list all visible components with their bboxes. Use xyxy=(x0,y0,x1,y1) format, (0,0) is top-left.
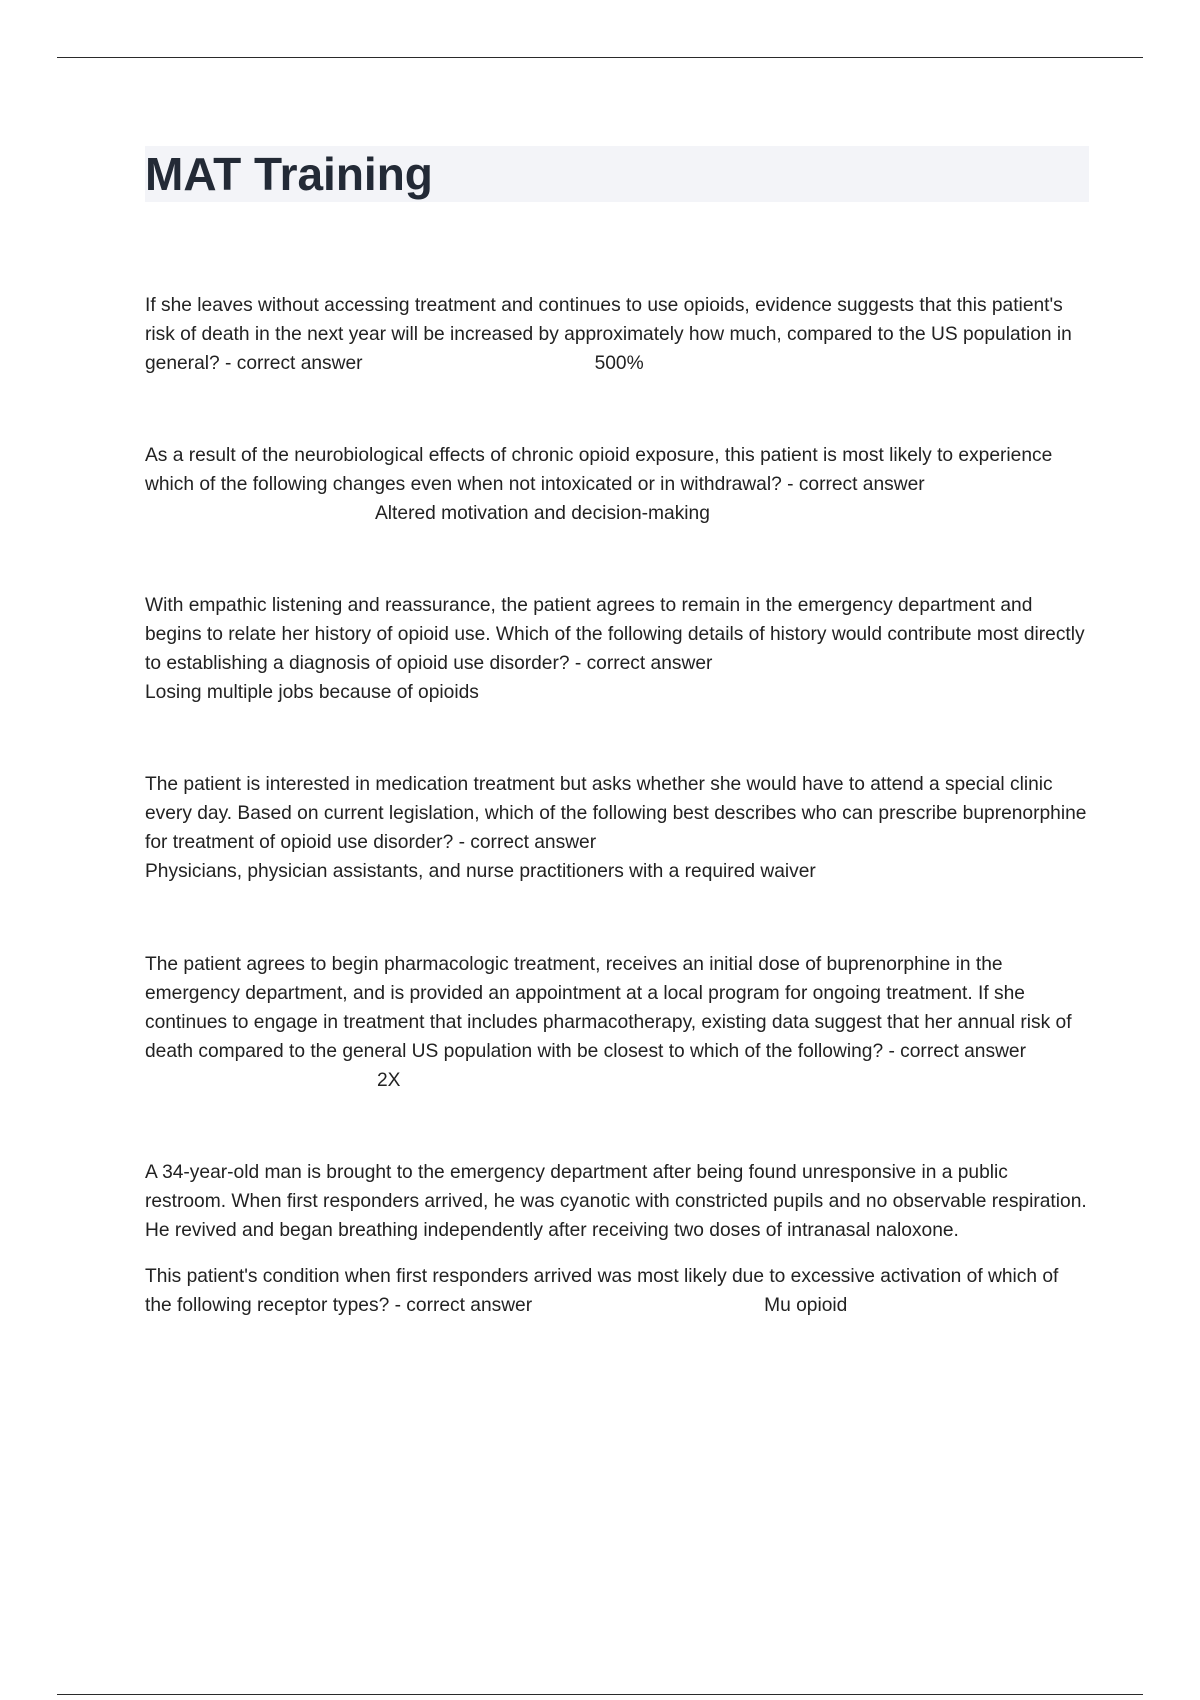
answer-text: Altered motivation and decision-making xyxy=(375,503,710,524)
question-text: The patient agrees to begin pharmacologic treatment, receives an initial dose of buprenorphine in the emergency department, and is provided an appointment at a local program for ongoing treatment. If she continues to engage in treatment that includes pharmacotherapy, existing data suggest that her annual risk of death compared to the general US population with be closest to which of the following? - correct answer xyxy=(145,954,1072,1062)
answer-text: Mu opioid xyxy=(764,1295,848,1316)
context-text: A 34-year-old man is brought to the emergency department after being found unresponsive in a public restroom. When first responders arrived, he was cyanotic with constricted pupils and no observable respiration. He revived and began breathing independently after receiving two doses of intranasal naloxone. xyxy=(145,1162,1087,1241)
answer-text: Physicians, physician assistants, and nurse practitioners with a required waiver xyxy=(145,861,816,882)
answer-text: 2X xyxy=(377,1070,401,1091)
top-rule xyxy=(57,57,1143,58)
question-text: If she leaves without accessing treatment and continues to use opioids, evidence suggests that this patient's risk of death in the next year will be increased by approximately how much, compared to the US population in general? - correct answer xyxy=(145,295,1072,374)
answer-text: 500% xyxy=(594,353,644,374)
qa-item-3 xyxy=(145,591,1090,707)
question-text: With empathic listening and reassurance, the patient agrees to remain in the emergency department and begins to relate her history of opioid use. Which of the following details of history would contribute most directly to establishing a diagnosis of opioid use disorder? - correct answer xyxy=(145,595,1085,674)
qa-item-1 xyxy=(145,291,1090,378)
qa-item-2 xyxy=(145,441,1090,528)
document-title: MAT Training xyxy=(145,148,433,200)
qa-item-6 xyxy=(145,1158,1090,1320)
question-text: As a result of the neurobiological effects of chronic opioid exposure, this patient is most likely to experience which of the following changes even when not intoxicated or in withdrawal? - correct answer xyxy=(145,445,1053,495)
qa-item-5 xyxy=(145,950,1090,1095)
bottom-rule xyxy=(57,1694,1143,1695)
question-text: The patient is interested in medication treatment but asks whether she would have to attend a special clinic every day. Based on current legislation, which of the following best describes who can prescribe buprenorphine for treatment of opioid use disorder? - correct answer xyxy=(145,774,1087,853)
question-text: This patient's condition when first responders arrived was most likely due to excessive activation of which of the following receptor types? - correct answer xyxy=(145,1266,1059,1316)
qa-item-4 xyxy=(145,770,1090,886)
answer-text: Losing multiple jobs because of opioids xyxy=(145,682,479,703)
